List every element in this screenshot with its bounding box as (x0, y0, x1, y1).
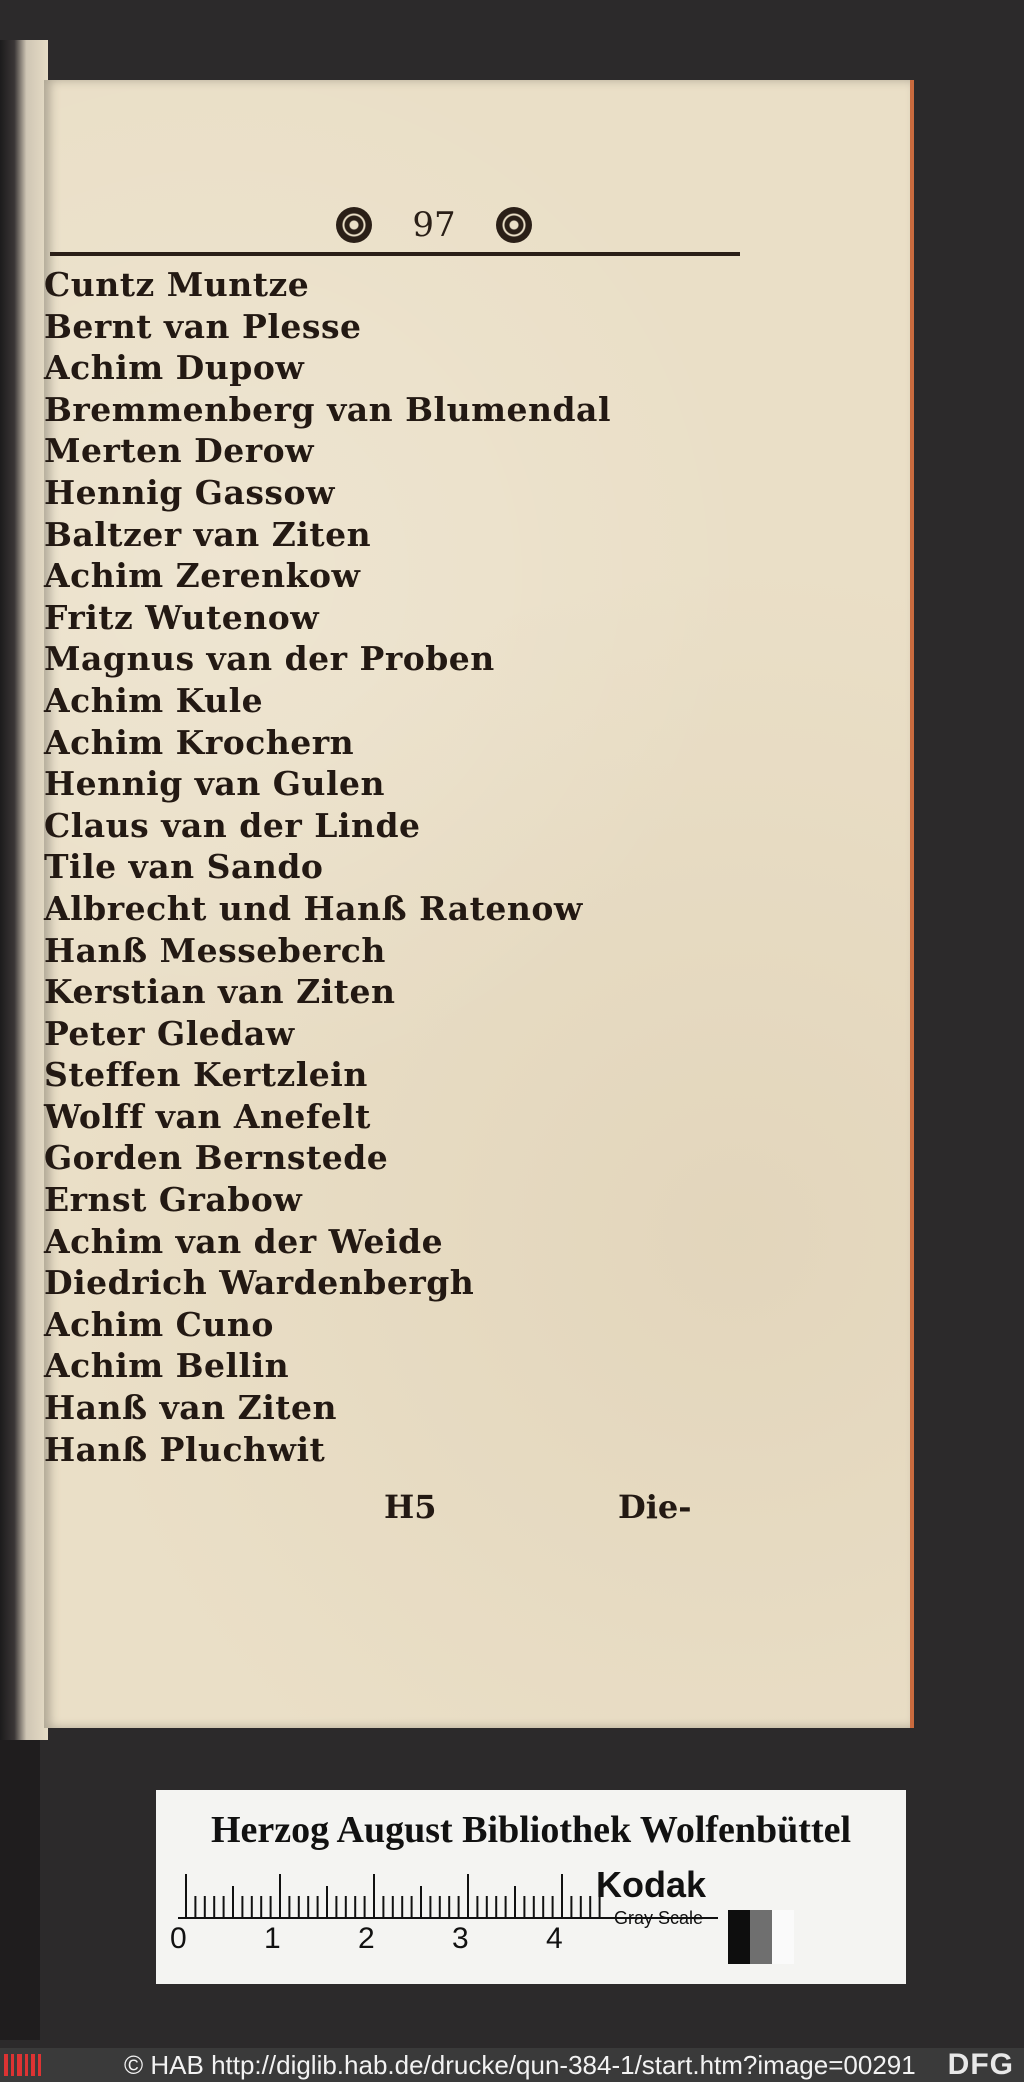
gray-scale-label: Gray Scale (614, 1908, 704, 1928)
name-entry: Albrecht und Hanß Ratenow (44, 888, 583, 928)
spine-shadow (0, 1740, 40, 2040)
name-entry: Ernst Grabow (44, 1180, 303, 1220)
gray-scale-swatch (728, 1910, 794, 1964)
name-entry: Wolff van Anefelt (44, 1096, 371, 1136)
name-entry: Baltzer van Ziten (44, 514, 372, 554)
page-header (284, 200, 584, 250)
name-entry: Gorden Bernstede (44, 1138, 389, 1178)
name-entry: Hanß Pluchwit (44, 1429, 326, 1469)
name-entry: Achim Cuno (44, 1304, 274, 1344)
dfg-logo: DFG (947, 2048, 1014, 2081)
header-rule (50, 252, 740, 256)
book-page (44, 80, 914, 1728)
name-entry: Achim Zerenkow (44, 556, 361, 596)
name-entry: Achim van der Weide (44, 1221, 444, 1261)
footer-bar (0, 2048, 1024, 2082)
barcode-logo-icon (4, 2052, 46, 2078)
name-entry: Magnus van der Proben (44, 639, 495, 679)
signature-mark: H5 (384, 1488, 437, 1526)
name-entry: Merten Derow (44, 431, 315, 471)
ruler-number: 2 (358, 1922, 375, 1955)
name-entry: Achim Dupow (44, 348, 305, 388)
name-entry: Hennig van Gulen (44, 764, 385, 804)
name-entry: Bernt van Plesse (44, 306, 362, 346)
name-entry: Diedrich Wardenbergh (44, 1263, 475, 1303)
name-entry: Achim Krochern (44, 722, 355, 762)
copyright-link[interactable]: © HAB http://diglib.hab.de/drucke/qun-384-1/start.htm?image=00291 (124, 2050, 916, 2080)
name-entry: Achim Kule (44, 680, 264, 720)
library-title: Herzog August Bibliothek Wolfenbüttel (210, 1809, 852, 1851)
name-entry: Hanß van Ziten (44, 1388, 338, 1428)
ruler-number: 1 (264, 1922, 281, 1955)
ruler-number: 4 (546, 1922, 563, 1955)
name-entry: Achim Bellin (44, 1346, 290, 1386)
name-entry: Cuntz Muntze (44, 265, 310, 304)
name-entry: Fritz Wutenow (44, 597, 320, 637)
rosette-ornament-icon (336, 207, 372, 243)
catchword: Die- (618, 1488, 692, 1526)
name-entry: Peter Gledaw (44, 1013, 295, 1053)
name-entry: Tile van Sando (44, 847, 324, 887)
name-entry: Kerstian van Ziten (44, 972, 396, 1012)
name-entry: Hennig Gassow (44, 472, 335, 512)
kodak-brand: Kodak (596, 1864, 707, 1905)
book-spine (0, 40, 48, 1740)
name-entry: Hanß Messeberch (44, 930, 386, 970)
ruler-number: 3 (452, 1922, 469, 1955)
names-list (44, 264, 611, 1470)
rosette-ornament-icon (496, 207, 532, 243)
name-entry: Claus van der Linde (44, 805, 421, 845)
name-entry: Bremmenberg van Blumendal (44, 389, 611, 429)
page-number: 97 (412, 205, 456, 245)
name-entry: Steffen Kertzlein (44, 1055, 368, 1095)
ruler-number: 0 (170, 1922, 187, 1955)
reference-card (156, 1790, 906, 1984)
